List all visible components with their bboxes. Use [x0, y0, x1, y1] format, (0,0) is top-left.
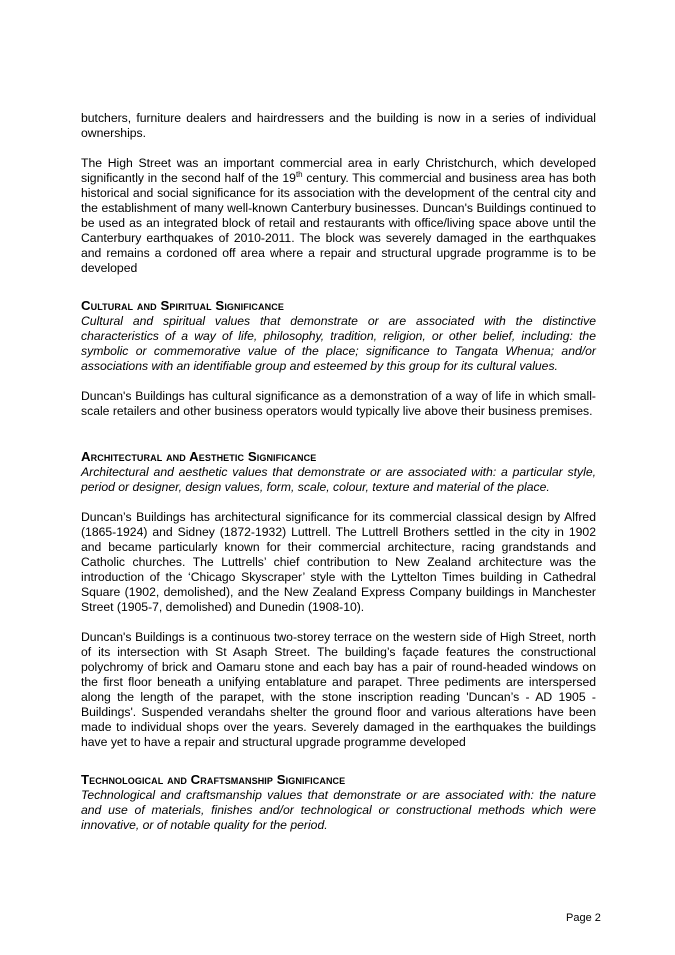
technological-definition: Technological and craftsmanship values that demonstrate or are associated with: the nature and use of materials, finishes and/or technological or constructional methods which were innovative, or of notable quality for the period.	[81, 788, 596, 832]
document-page	[81, 111, 596, 833]
architectural-body-2: Duncan's Buildings is a continuous two-storey terrace on the western side of High Street, north of its intersection with St Asaph Street. The building’s façade features the constructional polychromy of brick and Oamaru stone and each bay has a pair of round-headed windows on the first floor beneath a unifying entablature and parapet. Three pediments are interspersed along the length of the parapet, with the stone inscription reading 'Duncan’s - AD 1905 - Buildings'. Suspended verandahs shelter the ground floor and various alterations have been made to individual shops over the years. Severely damaged in the earthquakes the buildings have yet to have a repair and structural upgrade programme developed	[81, 630, 596, 749]
cultural-body: Duncan's Buildings has cultural significance as a demonstration of a way of life in which small-scale retailers and other business operators would typically live above their business premises.	[81, 389, 596, 418]
architectural-body-1: Duncan’s Buildings has architectural significance for its commercial classical design by Alfred (1865-1924) and Sidney (1872-1932) Luttrell. The Luttrell Brothers settled in the city in 1902 and became particularly known for their commercial architecture, racing grandstands and Catholic churches. The Luttrells’ chief contribution to New Zealand architecture was the introduction of the ‘Chicago Skyscraper’ style with the Lyttelton Times building in Cathedral Square (1902, demolished), and the New Zealand Express Company buildings in Manchester Street (1905-7, demolished) and Dunedin (1908-10).	[81, 510, 596, 614]
cultural-heading: Cultural and Spiritual Significance	[81, 298, 284, 313]
high-street-text-2: century. This commercial and business area has both historical and social significance for its association with the development of the central city and the establishment of many well-known Canterbury businesses. Duncan's Buildings continued to be used as an integrated block of retail and restaurants with office/living space above until the Canterbury earthquakes of 2010-2011. The block was severely damaged in the earthquakes and remains a cordoned off area where a repair and structural upgrade programme is to be developed	[81, 171, 596, 275]
architectural-heading: Architectural and Aesthetic Significance	[81, 449, 317, 464]
superscript-th: th	[295, 169, 303, 179]
high-street-text-1: The High Street was an important commercial area in early Christchurch, which developed significantly in the second half of the 19	[81, 156, 596, 185]
cultural-definition: Cultural and spiritual values that demonstrate or are associated with the distinctive characteristics of a way of life, philosophy, tradition, religion, or other belief, including: the symbolic or commemorative value of the place; significance to Tangata Whenua; and/or associations with an identifiable group and esteemed by this group for its cultural values.	[81, 314, 596, 373]
intro-continued-paragraph: butchers, furniture dealers and hairdressers and the building is now in a series of individual ownerships.	[81, 111, 596, 140]
high-street-paragraph	[81, 156, 596, 276]
technological-heading: Technological and Craftsmanship Significance	[81, 772, 346, 787]
page-number: Page 2	[566, 912, 601, 924]
architectural-definition: Architectural and aesthetic values that demonstrate or are associated with: a particular style, period or designer, design values, form, scale, colour, texture and material of the place.	[81, 465, 596, 494]
